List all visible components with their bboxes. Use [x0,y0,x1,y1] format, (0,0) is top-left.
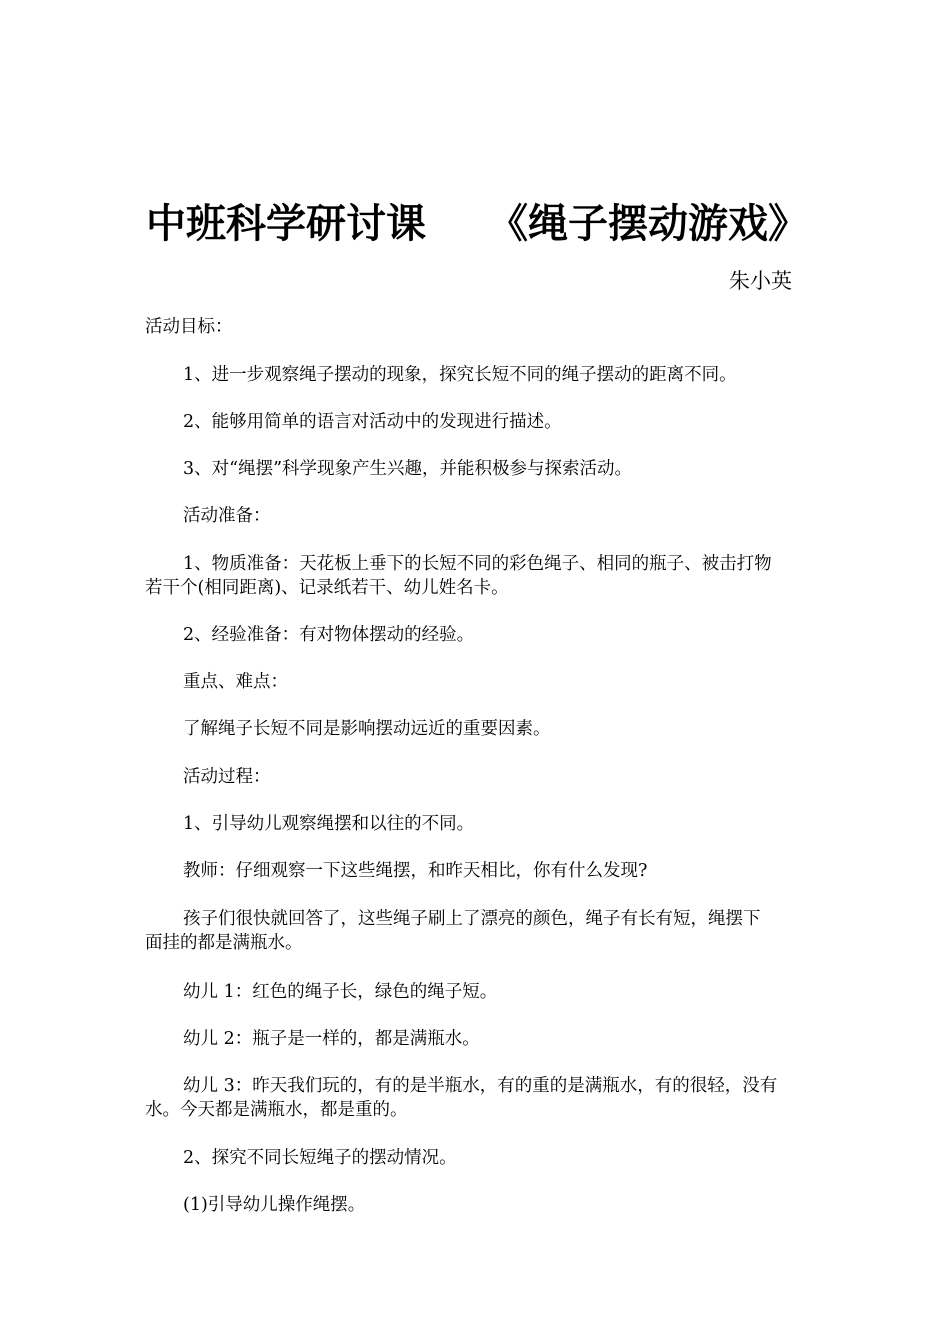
child-answer-1: 幼儿 1：红色的绳子长，绿色的绳子短。 [183,982,498,1002]
child-answer-3-line-2: 水。今天都是满瓶水，都是重的。 [145,1099,408,1120]
document-title [146,196,826,252]
title-lesson-name: 《绳子摆动游戏》 [488,200,808,247]
preparation-item-1-line-2: 若干个(相同距离)、记录纸若干、幼儿姓名卡。 [145,577,509,598]
key-point-text: 了解绳子长短不同是影响摆动远近的重要因素。 [183,719,551,739]
goal-item-2: 2、能够用简单的语言对活动中的发现进行描述。 [183,412,562,432]
section-heading-goals: 活动目标： [145,317,233,337]
preparation-item-2: 2、经验准备：有对物体摆动的经验。 [183,625,475,645]
children-response-summary [145,908,813,955]
child-answer-3-line-1: 幼儿 3：昨天我们玩的，有的是半瓶水，有的重的是满瓶水，有的很轻，没有 [183,1076,778,1096]
goal-item-1: 1、进一步观察绳子摆动的现象，探究长短不同的绳子摆动的距离不同。 [183,365,737,385]
preparation-item-1-line-1: 1、物质准备：天花板上垂下的长短不同的彩色绳子、相同的瓶子、被击打物 [183,554,772,574]
process-step-2: 2、探究不同长短绳子的摆动情况。 [183,1148,457,1168]
section-heading-process: 活动过程： [183,767,271,787]
child-answer-2: 幼儿 2：瓶子是一样的，都是满瓶水。 [183,1029,480,1049]
section-heading-key-points: 重点、难点： [183,672,288,692]
title-course-name: 中班科学研讨课 [146,200,426,247]
preparation-item-1 [145,553,813,600]
goal-item-3: 3、对“绳摆”科学现象产生兴趣，并能积极参与探索活动。 [183,459,633,479]
section-heading-preparation: 活动准备： [183,506,271,526]
teacher-question: 教师：仔细观察一下这些绳摆，和昨天相比，你有什么发现? [183,861,648,881]
process-step-2-sub-1: (1)引导幼儿操作绳摆。 [183,1195,366,1215]
process-step-1: 1、引导幼儿观察绳摆和以往的不同。 [183,814,475,834]
author-name: 朱小英 [729,269,792,293]
child-answer-3 [145,1075,813,1122]
children-response-summary-line-1: 孩子们很快就回答了，这些绳子刷上了漂亮的颜色，绳子有长有短，绳摆下 [183,909,761,929]
children-response-summary-line-2: 面挂的都是满瓶水。 [145,932,303,953]
